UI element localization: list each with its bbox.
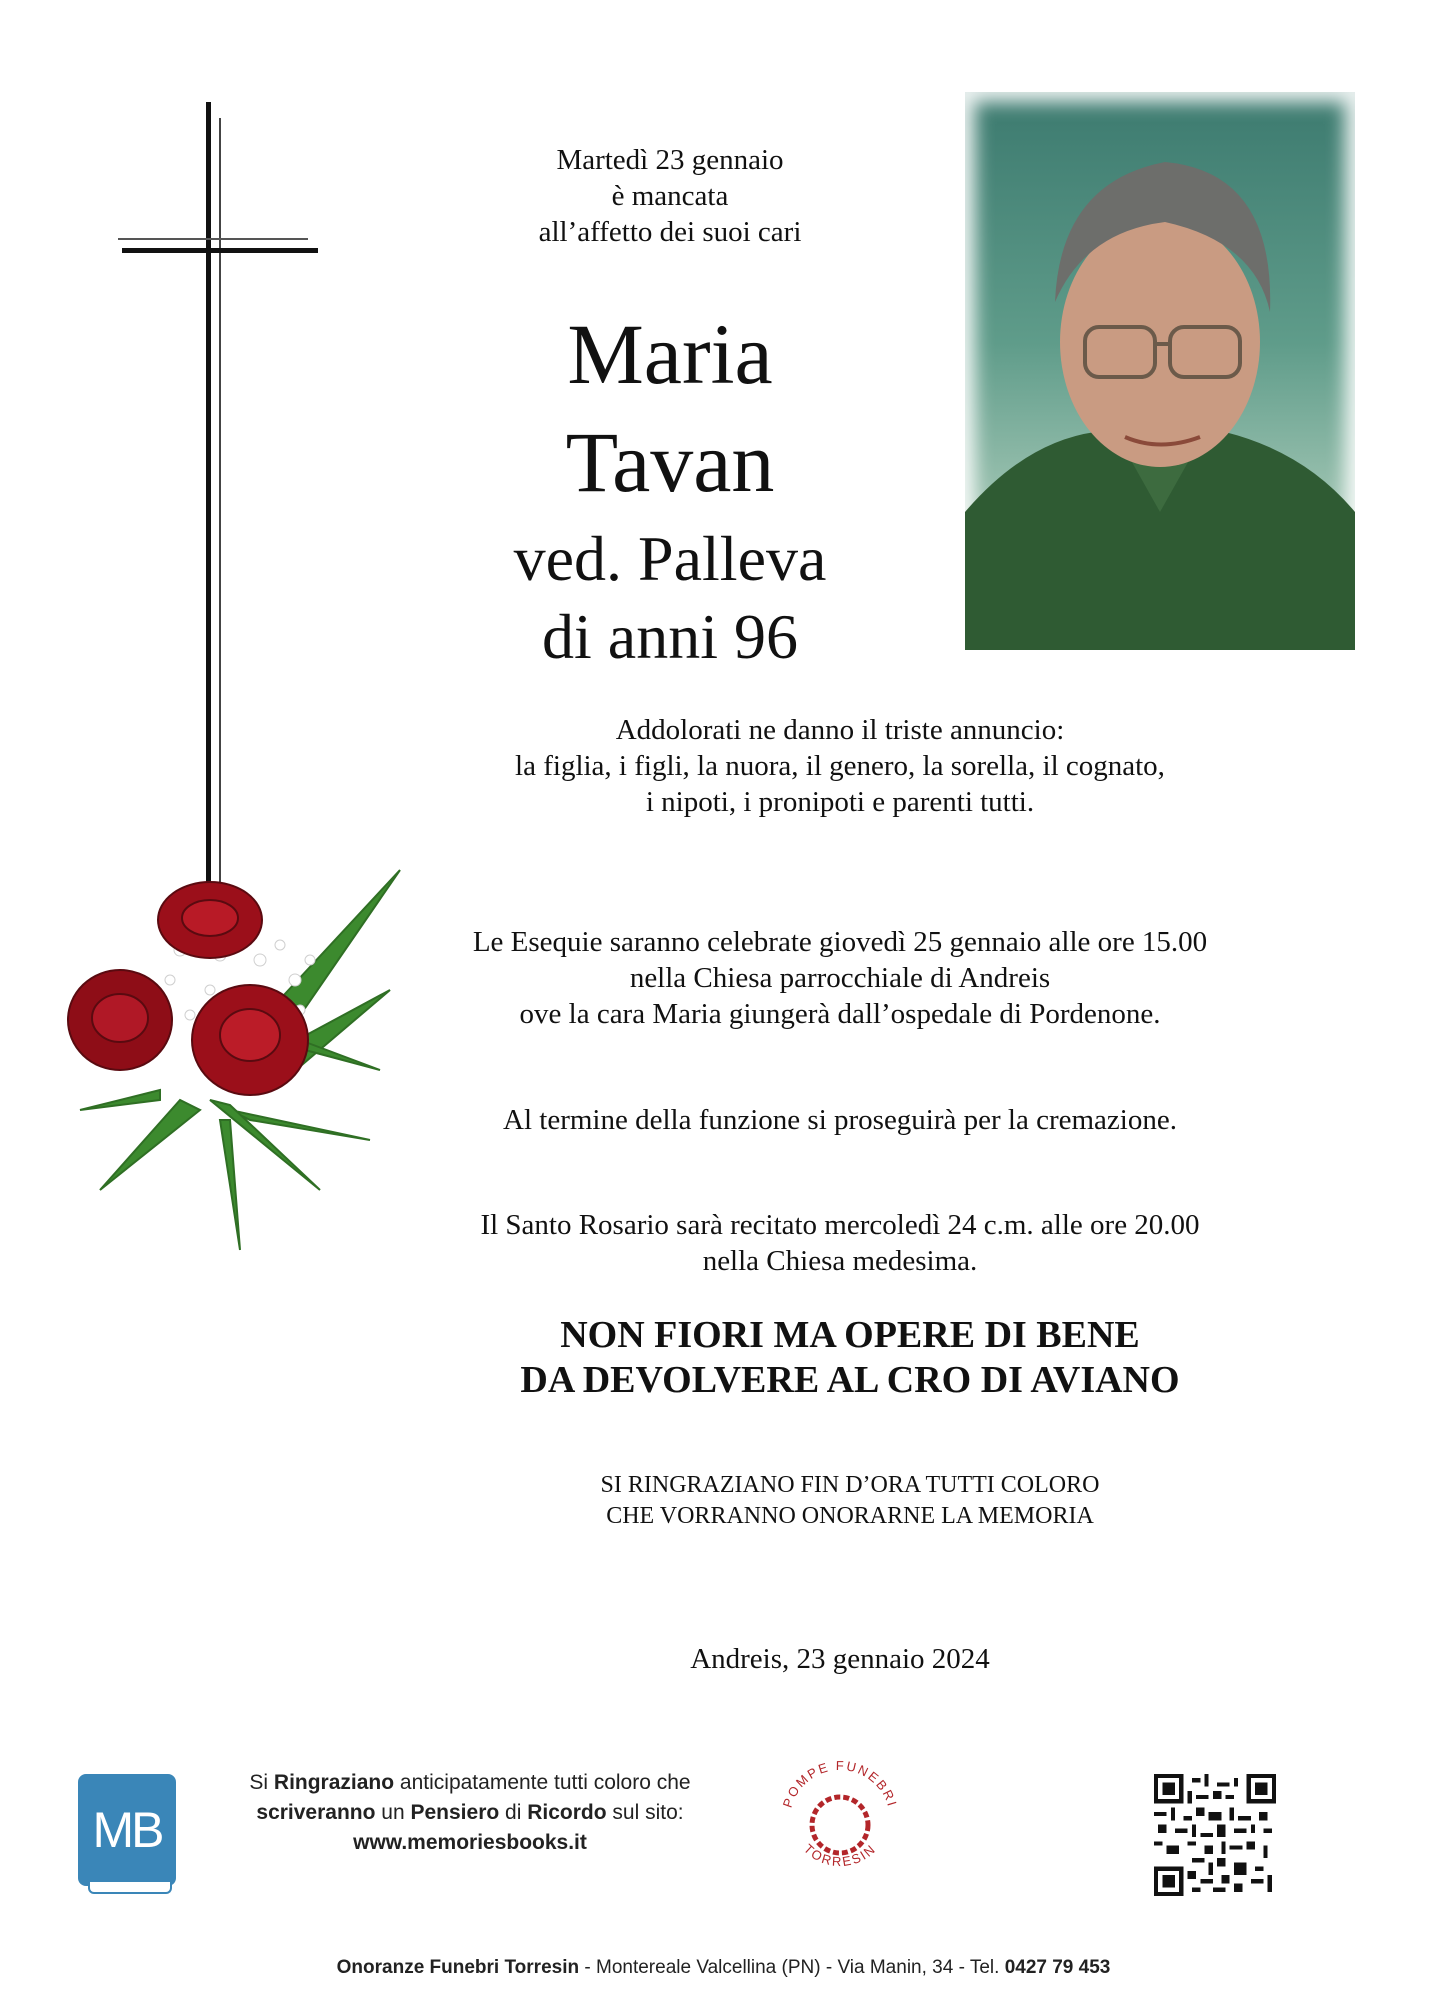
death-notice-intro [420,142,920,250]
announcement-paragraph [380,712,1300,820]
cross-horizontal-bar [122,248,318,253]
footer-text: un [375,1801,411,1824]
company-address: - Montereale Valcellina (PN) - Via Manin, 34 - Tel. [579,1957,1005,1978]
footer-text: Si [249,1771,274,1794]
donation-line: DA DEVOLVERE AL CRO DI AVIANO [520,1359,1180,1401]
rosary-line: nella Chiesa medesima. [702,1245,978,1277]
thanks-line: CHE VORRANNO ONORARNE LA MEMORIA [606,1503,1094,1529]
footer-text: di [499,1801,528,1824]
funeral-line: nella Chiesa parrocchiale di Andreis [629,962,1051,994]
footer-bold-text: scriveranno [256,1801,376,1824]
last-name: Tavan [565,414,775,510]
thanks-line: SI RINGRAZIANO FIN D’ORA TUTTI COLORO [600,1472,1100,1498]
footer-text: anticipatamente tutti coloro che [394,1771,691,1794]
funeral-line: Le Esequie saranno celebrate giovedì 25 gennaio alle ore 15.00 [472,926,1208,958]
announcement-line: Addolorati ne danno il triste annuncio: [615,714,1065,746]
company-phone: 0427 79 453 [1004,1957,1111,1978]
announcement-line: la figlia, i figli, la nuora, il genero, la sorella, il cognato, [515,750,1165,782]
seal-top-text: POMPE FUNEBRI [779,1757,901,1810]
widow-of: ved. Palleva [513,523,827,594]
footer-bold-text: Ringraziano [273,1771,395,1794]
thanks-paragraph [380,1470,1320,1532]
announcement-line: i nipoti, i pronipoti e parenti tutti. [645,786,1035,818]
funeral-paragraph [380,924,1300,1032]
cross-horizontal-shadow [118,238,308,240]
place-date: Andreis, 23 gennaio 2024 [690,1643,990,1675]
donation-line: NON FIORI MA OPERE DI BENE [560,1314,1140,1356]
portrait-photo [965,92,1355,650]
funeral-home-seal [770,1750,910,1890]
footer-message [200,1768,740,1858]
seal-bottom-text: TORRESIN [800,1840,880,1870]
svg-text:TORRESIN [801,1841,879,1869]
memoriesbooks-logo[interactable] [78,1774,176,1886]
footer-text: sul sito: [606,1801,684,1824]
footer-bold-text: Pensiero [410,1801,500,1824]
book-page-icon [88,1882,172,1894]
rose-bouquet-image [60,860,410,1260]
rosary-line: Il Santo Rosario sarà recitato mercoledì 24 c.m. alle ore 20.00 [480,1209,1200,1241]
deceased-details [380,520,960,676]
affection-line: all’affetto dei suoi cari [538,216,802,248]
company-name: Onoranze Funebri Torresin [336,1957,580,1978]
cross-vertical-shadow [219,118,221,888]
logo-text: MB [92,1802,162,1858]
funeral-line: ove la cara Maria giungerà dall’ospedale di Pordenone. [519,998,1161,1030]
age: di anni 96 [542,601,798,672]
first-name: Maria [567,306,773,402]
passed-away-line: è mancata [611,180,729,212]
cremation-line: Al termine della funzione si proseguirà per la cremazione. [503,1104,1177,1136]
company-info [0,1955,1447,1981]
death-date-line: Martedì 23 gennaio [556,144,784,176]
qr-code[interactable] [1154,1774,1276,1896]
rosary-paragraph [380,1207,1300,1279]
deceased-name [380,300,960,516]
footer-bold-text: Ricordo [527,1801,607,1824]
website-link[interactable]: www.memoriesbooks.it [353,1831,587,1854]
donation-request [380,1313,1320,1403]
svg-text:POMPE FUNEBRI [780,1758,901,1810]
cross-vertical-bar [206,102,211,884]
